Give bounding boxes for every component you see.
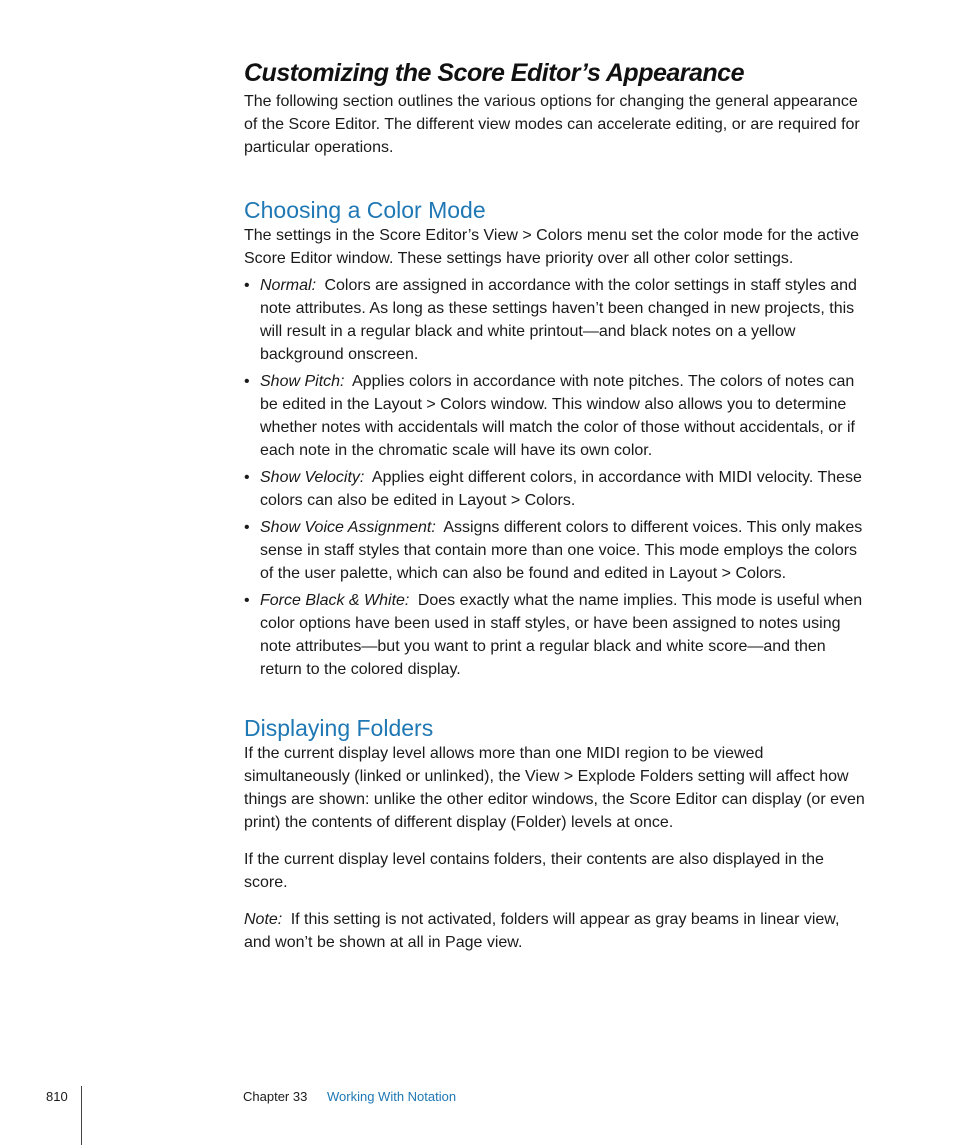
list-item-text: Colors are assigned in accordance with the color settings in staff styles and note attributes. As long as these settings haven’t been changed in new projects, this will result in a regular black and white printout—and black notes on a yellow background onscreen.: [260, 277, 857, 363]
color-mode-intro: The settings in the Score Editor’s View > Colors menu set the color mode for the active Score Editor window. These settings have priority over all other color settings.: [244, 227, 859, 267]
section-heading-color-mode: Choosing a Color Mode: [244, 197, 486, 223]
list-item: [244, 589, 870, 681]
list-item: [244, 466, 870, 512]
page-content: [244, 58, 870, 954]
list-item-text: Assigns different colors to different voices. This only makes sense in staff styles that contain more than one voice. This mode employs the colors of the user palette, which can also be found and edited in Layout > Colors.: [260, 519, 863, 582]
note-paragraph: [244, 908, 870, 954]
page-footer: [0, 1086, 954, 1145]
list-item-text: Applies eight different colors, in accordance with MIDI velocity. These colors can also be edited in Layout > Colors.: [260, 469, 862, 509]
list-item-term: Normal:: [260, 277, 317, 294]
note-label: Note:: [244, 911, 283, 928]
intro-paragraph: The following section outlines the various options for changing the general appearance of the Score Editor. The different view modes can accelerate editing, or are required for particular operations.: [244, 93, 860, 156]
chapter-title: Working With Notation: [327, 1089, 457, 1104]
list-item-text: Does exactly what the name implies. This mode is useful when color options have been used in staff styles, or have been assigned to notes using note attributes—but you want to print a regular black and white score—and then return to the colored display.: [260, 592, 863, 678]
list-item-term: Show Velocity:: [260, 469, 365, 486]
page-number: 810: [46, 1089, 68, 1104]
list-item: [244, 516, 870, 585]
section-heading-folders: Displaying Folders: [244, 715, 434, 741]
folders-paragraph-1: If the current display level allows more than one MIDI region to be viewed simultaneously (linked or unlinked), the View > Explode Folders setting will affect how things are shown: unlike the other editor windows, the Score Editor can display (or even print) the contents of different display (Folder) levels at once.: [244, 745, 865, 831]
note-text: If this setting is not activated, folders will appear as gray beams in linear view, and won’t be shown at all in Page view.: [244, 911, 840, 951]
chapter-label: Chapter 33: [243, 1089, 308, 1104]
section-folders: [244, 714, 870, 954]
section-color-mode: [244, 196, 870, 681]
list-item-term: Show Pitch:: [260, 373, 345, 390]
footer-divider: [81, 1086, 82, 1145]
color-mode-list: [244, 274, 870, 681]
list-item: [244, 274, 870, 366]
list-item: [244, 370, 870, 462]
list-item-text: Applies colors in accordance with note pitches. The colors of notes can be edited in the Layout > Colors window. This window also allows you to determine whether notes with accidentals will match the color of those without accidentals, or if each note in the chromatic scale will have its own color.: [260, 373, 855, 459]
folders-paragraph-2: If the current display level contains folders, their contents are also displayed in the score.: [244, 851, 824, 891]
list-item-term: Show Voice Assignment:: [260, 519, 436, 536]
list-item-term: Force Black & White:: [260, 592, 410, 609]
page-title: Customizing the Score Editor’s Appearance: [244, 59, 744, 87]
